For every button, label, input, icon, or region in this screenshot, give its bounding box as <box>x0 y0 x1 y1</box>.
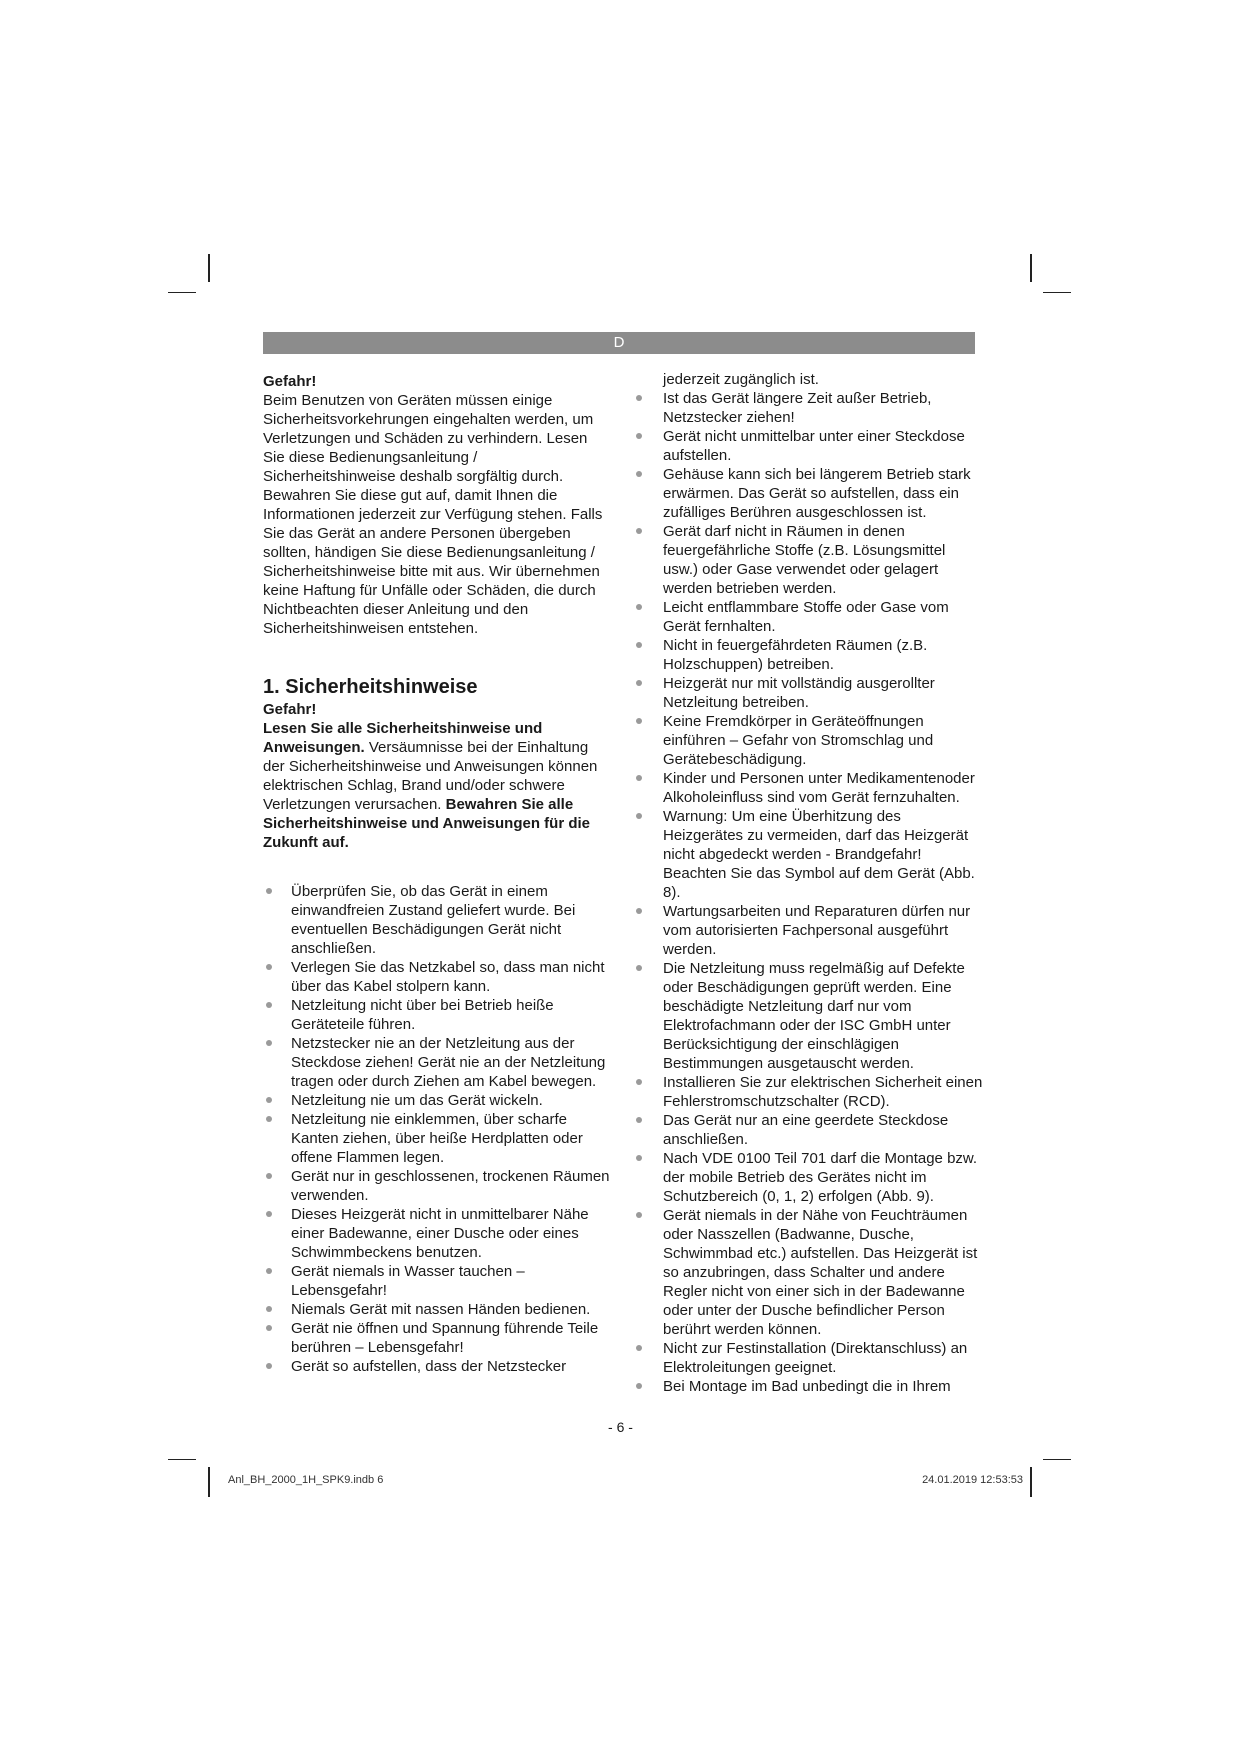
language-label: D <box>613 334 625 351</box>
crop-mark <box>208 254 210 282</box>
language-header-bar <box>263 332 975 354</box>
list-item: Nach VDE 0100 Teil 701 darf die Montage bzw. der mobile Betrieb des Gerätes nicht im Schutzbereich (0, 1, 2) erfolgen (Abb. 9). <box>633 1149 983 1206</box>
list-item: Niemals Gerät mit nassen Händen bedienen. <box>263 1300 613 1319</box>
right-bullet-list <box>633 389 983 1396</box>
footer-timestamp: 24.01.2019 12:53:53 <box>922 1474 1023 1486</box>
list-item: Netzleitung nicht über bei Betrieb heiße Geräteteile führen. <box>263 996 613 1034</box>
list-item: Gerät niemals in Wasser tauchen – Lebensgefahr! <box>263 1262 613 1300</box>
intro-text: Beim Benutzen von Geräten müssen einige Sicherheitsvorkehrungen eingehalten werden, um Verletzungen und Schäden zu verhindern. Lesen Sie diese Bedienungsanleitung / Sicherheitshinweise deshalb sorgfältig durch. Bewahren Sie diese gut auf, damit Ihnen die Informationen jederzeit zur Verfügung stehen. Falls Sie das Gerät an andere Personen übergeben sollten, händigen Sie diese Bedienungsanleitung / Sicherheitshinweise bitte mit aus. Wir übernehmen keine Haftung für Unfälle oder Schäden, die durch Nichtbeachten dieser Anleitung und den Sicherheitshinweisen entstehen. <box>263 392 603 637</box>
list-item: Netzstecker nie an der Netzleitung aus der Steckdose ziehen! Gerät nie an der Netzleitung tragen oder durch Ziehen am Kabel bewegen. <box>263 1034 613 1091</box>
warning-text: Versäumnisse bei der Einhaltung der Sicherheitshinweise und Anweisungen können elektrischen Schlag, Brand und/oder schwere Verletzungen verursachen. <box>263 739 598 813</box>
list-item: Heizgerät nur mit vollständig ausgerollter Netzleitung betreiben. <box>633 674 983 712</box>
list-item: Netzleitung nie einklemmen, über scharfe Kanten ziehen, über heiße Herdplatten oder offene Flammen legen. <box>263 1110 613 1167</box>
list-item: Keine Fremdkörper in Geräteöffnungen einführen – Gefahr von Stromschlag und Gerätebeschädigung. <box>633 712 983 769</box>
footer-file-info: Anl_BH_2000_1H_SPK9.indb 6 <box>228 1474 384 1486</box>
list-item: Verlegen Sie das Netzkabel so, dass man nicht über das Kabel stolpern kann. <box>263 958 613 996</box>
list-item: Leicht entflammbare Stoffe oder Gase vom Gerät fernhalten. <box>633 598 983 636</box>
list-item: Gerät nicht unmittelbar unter einer Steckdose aufstellen. <box>633 427 983 465</box>
list-item: Bei Montage im Bad unbedingt die in Ihrem <box>633 1377 983 1396</box>
list-item: Gerät darf nicht in Räumen in denen feuergefährliche Stoffe (z.B. Lösungsmittel usw.) oder Gase verwendet oder gelagert werden betrieben werden. <box>633 522 983 598</box>
crop-mark <box>168 292 196 293</box>
crop-mark <box>1043 1459 1071 1460</box>
crop-mark <box>1030 254 1032 282</box>
list-item: Installieren Sie zur elektrischen Sicherheit einen Fehlerstromschutzschalter (RCD). <box>633 1073 983 1111</box>
left-column <box>263 372 613 1376</box>
section-title: 1. Sicherheitshinweise <box>263 676 478 698</box>
list-item: Warnung: Um eine Überhitzung des Heizgerätes zu vermeiden, darf das Heizgerät nicht abgedeckt werden - Brandgefahr! Beachten Sie das Symbol auf dem Gerät (Abb. 8). <box>633 807 983 902</box>
list-item: Überprüfen Sie, ob das Gerät in einem einwandfreien Zustand geliefert wurde. Bei eventuellen Beschädigungen Gerät nicht anschließen. <box>263 882 613 958</box>
warning-heading: Gefahr! <box>263 701 317 718</box>
list-item: Dieses Heizgerät nicht in unmittelbarer Nähe einer Badewanne, einer Dusche oder eines Schwimmbeckens benutzen. <box>263 1205 613 1262</box>
list-item: Netzleitung nie um das Gerät wickeln. <box>263 1091 613 1110</box>
list-item: Das Gerät nur an eine geerdete Steckdose anschließen. <box>633 1111 983 1149</box>
intro-heading: Gefahr! <box>263 373 317 390</box>
warning-bold-1: Lesen Sie alle Sicherheitshinweise und Anweisungen. <box>263 720 543 756</box>
list-item: Kinder und Personen unter Medikamentenoder Alkoholeinfluss sind vom Gerät fernzuhalten. <box>633 769 983 807</box>
list-item: Die Netzleitung muss regelmäßig auf Defekte oder Beschädigungen geprüft werden. Eine beschädigte Netzleitung darf nur vom Elektrofachmann oder der ISC GmbH unter Berücksichtigung der einschlägigen Bestimmungen ausgetauscht werden. <box>633 959 983 1073</box>
page-number: - 6 - <box>608 1419 633 1435</box>
right-column <box>633 370 983 1396</box>
crop-mark <box>168 1459 196 1460</box>
crop-mark <box>208 1467 210 1497</box>
crop-mark <box>1043 292 1071 293</box>
warning-bold-2: Bewahren Sie alle Sicherheitshinweise und Anweisungen für die Zukunft auf. <box>263 796 590 851</box>
warning-paragraph <box>263 719 613 852</box>
list-item: Wartungsarbeiten und Reparaturen dürfen nur vom autorisierten Fachpersonal ausgeführt werden. <box>633 902 983 959</box>
list-item: Ist das Gerät längere Zeit außer Betrieb, Netzstecker ziehen! <box>633 389 983 427</box>
list-item: Gehäuse kann sich bei längerem Betrieb stark erwärmen. Das Gerät so aufstellen, dass ein zufälliges Berühren ausgeschlossen ist. <box>633 465 983 522</box>
list-item: Gerät nie öffnen und Spannung führende Teile berühren – Lebensgefahr! <box>263 1319 613 1357</box>
list-item: Gerät nur in geschlossenen, trockenen Räumen verwenden. <box>263 1167 613 1205</box>
continuation-text: jederzeit zugänglich ist. <box>663 371 819 388</box>
crop-mark <box>1030 1467 1032 1497</box>
list-item: Gerät niemals in der Nähe von Feuchträumen oder Nasszellen (Badwanne, Dusche, Schwimmbad etc.) aufstellen. Das Heizgerät ist so anzubringen, dass Schalter und andere Regler nicht von einer sich in der Badewanne oder unter der Dusche befindlicher Person berührt werden können. <box>633 1206 983 1339</box>
list-item: Nicht zur Festinstallation (Direktanschluss) an Elektroleitungen geeignet. <box>633 1339 983 1377</box>
left-bullet-list <box>263 882 613 1376</box>
list-item: Nicht in feuergefährdeten Räumen (z.B. Holzschuppen) betreiben. <box>633 636 983 674</box>
list-item: Gerät so aufstellen, dass der Netzstecker <box>263 1357 613 1376</box>
